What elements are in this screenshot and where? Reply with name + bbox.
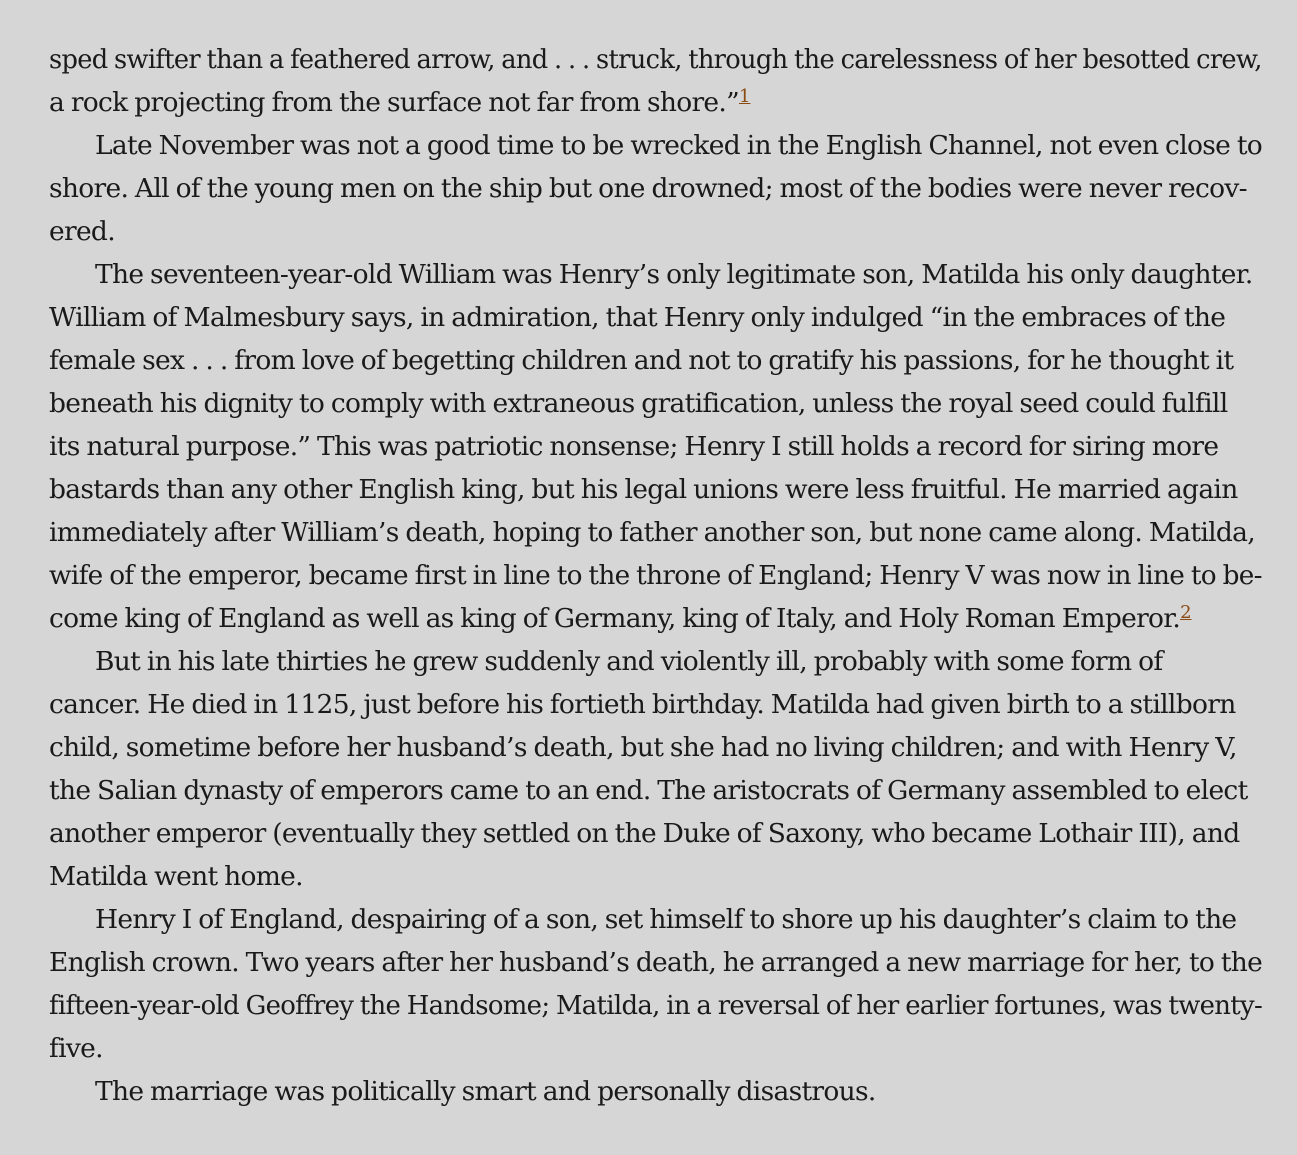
text-line	[49, 984, 1262, 1027]
line-text: fifteen-year-old Geoffrey the Handsome; Matilda, in a reversal of her earlier fortunes, was twenty-	[49, 990, 1263, 1021]
text-line	[49, 339, 1233, 382]
line-text: come king of England as well as king of Germany, king of Italy, and Holy Roman Emperor.	[49, 603, 1181, 634]
text-line	[49, 81, 750, 124]
line-text: child, sometime before her husband’s death, but she had no living children; and with Henry V,	[49, 732, 1237, 763]
line-text: its natural purpose.” This was patriotic nonsense; Henry I still holds a record for siring more	[49, 431, 1219, 462]
line-text: a rock projecting from the surface not far from shore.”	[49, 87, 739, 118]
line-text: five.	[49, 1033, 103, 1064]
line-text: bastards than any other English king, but his legal unions were less fruitful. He married again	[49, 474, 1238, 505]
text-line	[49, 382, 1227, 425]
line-text: sped swifter than a feathered arrow, and . . . struck, through the carelessness of her besotted crew,	[49, 44, 1262, 75]
footnote-link-1[interactable]: 1	[738, 86, 751, 107]
line-text: shore. All of the young men on the ship but one drowned; most of the bodies were never recov-	[49, 173, 1247, 204]
line-text: cancer. He died in 1125, just before his fortieth birthday. Matilda had given birth to a stillborn	[49, 689, 1236, 720]
text-line	[49, 554, 1262, 597]
line-text: William of Malmesbury says, in admiration, that Henry only indulged “in the embraces of the	[49, 302, 1226, 333]
text-line	[49, 1027, 103, 1070]
text-line	[49, 812, 1239, 855]
text-line	[49, 167, 1247, 210]
text-line	[49, 855, 303, 898]
text-line	[49, 425, 1218, 468]
line-text: Henry I of England, despairing of a son, set himself to shore up his daughter’s claim to the	[95, 904, 1237, 935]
text-line	[95, 640, 1162, 683]
text-line	[49, 296, 1225, 339]
text-line	[95, 253, 1253, 296]
line-text: another emperor (eventually they settled on the Duke of Saxony, who became Lothair III), and	[49, 818, 1240, 849]
line-text: beneath his dignity to comply with extraneous gratification, unless the royal seed could fulfill	[49, 388, 1228, 419]
footnote-link-2[interactable]: 2	[1180, 602, 1192, 623]
text-line	[95, 124, 1262, 167]
text-line	[49, 726, 1237, 769]
line-text: immediately after William’s death, hoping to father another son, but none came along. Matilda,	[49, 517, 1255, 548]
line-text: female sex . . . from love of begetting children and not to gratify his passions, for he thought it	[49, 345, 1234, 376]
line-text: The seventeen-year-old William was Henry’s only legitimate son, Matilda his only daughter.	[95, 259, 1253, 290]
text-line	[49, 941, 1262, 984]
text-line	[49, 769, 1248, 812]
line-text: ered.	[49, 216, 115, 247]
line-text: The marriage was politically smart and personally disastrous.	[95, 1076, 876, 1107]
text-line	[49, 597, 1192, 640]
text-line	[49, 511, 1255, 554]
line-text: the Salian dynasty of emperors came to an end. The aristocrats of Germany assembled to elect	[49, 775, 1248, 806]
text-line	[49, 683, 1236, 726]
text-line	[95, 1070, 876, 1113]
line-text: But in his late thirties he grew suddenly and violently ill, probably with some form of	[95, 646, 1163, 677]
text-line	[95, 898, 1236, 941]
line-text: wife of the emperor, became first in line to the throne of England; Henry V was now in line to be-	[49, 560, 1262, 591]
text-line	[49, 468, 1238, 511]
line-text: English crown. Two years after her husband’s death, he arranged a new marriage for her, to the	[49, 947, 1263, 978]
line-text: Late November was not a good time to be wrecked in the English Channel, not even close to	[95, 130, 1263, 161]
line-text: Matilda went home.	[49, 861, 303, 892]
text-line	[49, 38, 1262, 81]
text-line	[49, 210, 115, 253]
